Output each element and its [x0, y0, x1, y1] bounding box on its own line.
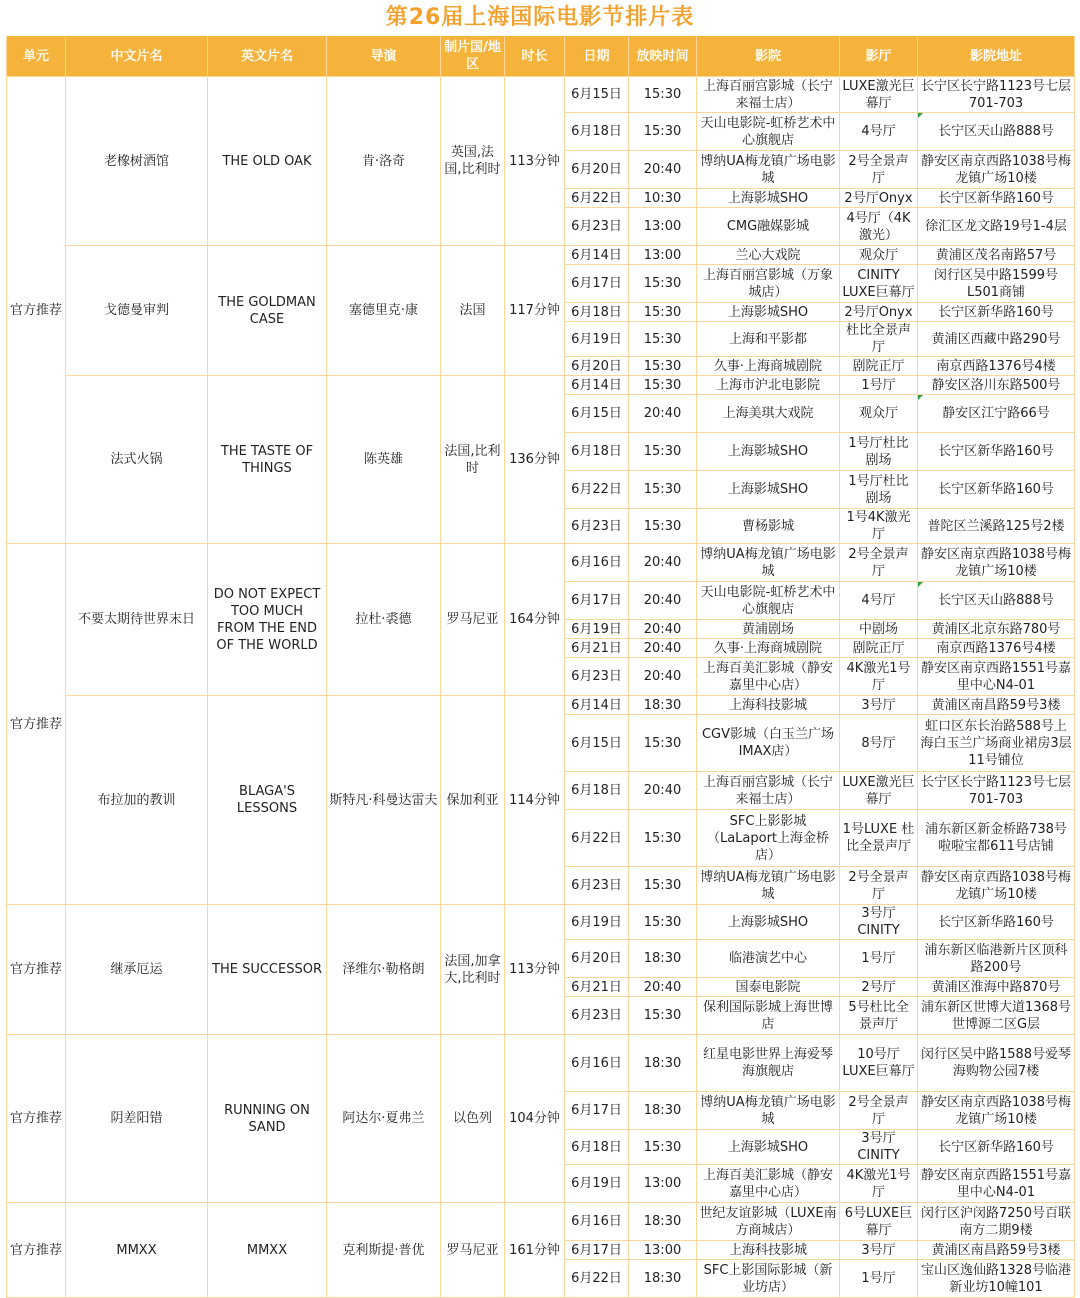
date-cell: 6月22日: [565, 810, 629, 867]
address-cell: [918, 509, 1075, 544]
address-text: 黄浦区茂名南路57号: [935, 247, 1057, 263]
unit-cell: 官方推荐: [7, 905, 66, 1035]
hall-cell: 2号全景声厅: [840, 544, 918, 582]
time-cell: 15:30: [629, 77, 697, 113]
address-cell: [918, 208, 1075, 246]
cinema-cell: 上海影城SHO: [697, 303, 840, 322]
hall-cell: 10号厅LUXE巨幕厅: [840, 1035, 918, 1092]
col-header-country: 制片国/地区: [441, 36, 505, 77]
time-cell: 20:40: [629, 978, 697, 997]
hall-cell: 2号厅: [840, 978, 918, 997]
en-title-cell: BLAGA'S LESSONS: [208, 696, 327, 905]
cinema-cell: 曹杨影城: [697, 509, 840, 544]
cn-title-cell: 法式火锅: [66, 376, 208, 544]
address-cell: [918, 433, 1075, 471]
time-cell: 15:30: [629, 322, 697, 357]
hall-cell: 5号杜比全景声厅: [840, 997, 918, 1035]
date-cell: 6月16日: [565, 544, 629, 582]
address-cell: [918, 772, 1075, 810]
cn-title-cell: MMXX: [66, 1203, 208, 1298]
hall-cell: 1号厅杜比剧场: [840, 433, 918, 471]
date-cell: 6月18日: [565, 433, 629, 471]
hall-cell: 观众厅: [840, 395, 918, 433]
address-text: 长宁区天山路888号: [938, 593, 1054, 608]
col-header-cn-title: 中文片名: [66, 36, 208, 77]
en-title-cell: THE GOLDMAN CASE: [208, 246, 327, 376]
address-cell: [918, 582, 1075, 620]
unit-cell: 官方推荐: [7, 544, 66, 905]
country-cell: 罗马尼亚: [441, 544, 505, 696]
col-header-unit: 单元: [7, 36, 66, 77]
cinema-cell: 上海影城SHO: [697, 905, 840, 940]
date-cell: 6月23日: [565, 997, 629, 1035]
address-cell: [918, 376, 1075, 395]
time-cell: 15:30: [629, 376, 697, 395]
address-text: 静安区南京西路1038号梅龙镇广场10楼: [920, 869, 1072, 902]
en-title-cell: THE OLD OAK: [208, 77, 327, 246]
address-text: 长宁区新华路160号: [938, 304, 1054, 320]
time-cell: 18:30: [629, 940, 697, 978]
director-cell: 陈英雄: [327, 376, 441, 544]
cinema-cell: 上海影城SHO: [697, 471, 840, 509]
country-cell: 保加利亚: [441, 696, 505, 905]
address-text: 浦东新区临港新片区顶科路200号: [924, 942, 1068, 975]
hall-cell: 2号全景声厅: [840, 151, 918, 189]
address-text: 静安区南京西路1038号梅龙镇广场10楼: [920, 153, 1072, 186]
time-cell: 15:30: [629, 471, 697, 509]
address-cell: [918, 1260, 1075, 1298]
address-cell: [918, 322, 1075, 357]
unit-cell: 官方推荐: [7, 77, 66, 544]
hall-cell: 4K激光1号厅: [840, 1165, 918, 1203]
hall-cell: 1号厅: [840, 376, 918, 395]
date-cell: 6月17日: [565, 1241, 629, 1260]
date-cell: 6月18日: [565, 772, 629, 810]
time-cell: 18:30: [629, 1260, 697, 1298]
address-text: 普陀区兰溪路125号2楼: [927, 518, 1065, 534]
time-cell: 20:40: [629, 639, 697, 658]
address-text: 宝山区逸仙路1328号临港新业坊10幢101: [920, 1262, 1072, 1295]
address-cell: [918, 395, 1075, 433]
hall-cell: 4号厅: [840, 113, 918, 151]
address-text: 闵行区吴中路1588号爱琴海购物公园7楼: [920, 1047, 1072, 1079]
cinema-cell: 世纪友谊影城（LUXE南方商城店）: [697, 1203, 840, 1241]
schedule-body: [7, 77, 1075, 1298]
address-cell: [918, 357, 1075, 376]
country-cell: 罗马尼亚: [441, 1203, 505, 1298]
date-cell: 6月17日: [565, 265, 629, 303]
cinema-cell: 临港演艺中心: [697, 940, 840, 978]
hall-cell: 3号厅CINITY: [840, 1130, 918, 1165]
address-cell: [918, 189, 1075, 208]
hall-cell: 中剧场: [840, 620, 918, 639]
address-text: 静安区南京西路1551号嘉里中心N4-01: [920, 1167, 1072, 1200]
cn-title-cell: 布拉加的教训: [66, 696, 208, 905]
time-cell: 20:40: [629, 582, 697, 620]
address-text: 虹口区东长治路588号上海白玉兰广场商业裙房3层11号铺位: [920, 718, 1072, 768]
cn-title-cell: 继承厄运: [66, 905, 208, 1035]
address-text: 黄浦区南昌路59号3楼: [931, 697, 1061, 713]
cinema-cell: 上海市沪北电影院: [697, 376, 840, 395]
duration-cell: 113分钟: [505, 905, 565, 1035]
screening-row: [7, 1035, 1075, 1092]
director-cell: 塞德里克·康: [327, 246, 441, 376]
date-cell: 6月21日: [565, 639, 629, 658]
cinema-cell: 天山电影院-虹桥艺术中心旗舰店: [697, 113, 840, 151]
address-cell: [918, 1165, 1075, 1203]
screening-row: [7, 376, 1075, 395]
director-cell: 阿达尔·夏弗兰: [327, 1035, 441, 1203]
time-cell: 13:00: [629, 1165, 697, 1203]
address-text: 长宁区新华路160号: [938, 914, 1054, 930]
hall-cell: 1号LUXE 杜比全景声厅: [840, 810, 918, 867]
date-cell: 6月15日: [565, 395, 629, 433]
en-title-cell: DO NOT EXPECT TOO MUCH FROM THE END OF THE WORLD: [208, 544, 327, 696]
address-cell: [918, 1241, 1075, 1260]
address-cell: [918, 77, 1075, 113]
date-cell: 6月16日: [565, 1203, 629, 1241]
director-cell: 拉杜·裘德: [327, 544, 441, 696]
cinema-cell: 保利国际影城上海世博店: [697, 997, 840, 1035]
address-cell: [918, 905, 1075, 940]
cn-title-cell: 不要太期待世界末日: [66, 544, 208, 696]
address-text: 静安区洛川东路500号: [931, 377, 1061, 393]
hall-cell: 2号全景声厅: [840, 1092, 918, 1130]
hall-cell: 观众厅: [840, 246, 918, 265]
time-cell: 13:00: [629, 246, 697, 265]
en-title-cell: THE TASTE OF THINGS: [208, 376, 327, 544]
duration-cell: 164分钟: [505, 544, 565, 696]
address-text: 静安区南京西路1551号嘉里中心N4-01: [920, 660, 1072, 693]
address-cell: [918, 1130, 1075, 1165]
address-text: 静安区江宁路66号: [942, 406, 1050, 421]
cinema-cell: 上海百美汇影城（静安嘉里中心店）: [697, 658, 840, 696]
address-cell: [918, 997, 1075, 1035]
address-text: 闵行区沪闵路7250号百联南方二期9楼: [920, 1205, 1072, 1238]
address-text: 黄浦区西藏中路290号: [931, 331, 1061, 347]
cinema-cell: 上海和平影都: [697, 322, 840, 357]
duration-cell: 161分钟: [505, 1203, 565, 1298]
address-text: 静安区南京西路1038号梅龙镇广场10楼: [920, 1094, 1072, 1127]
cinema-cell: 黄浦剧场: [697, 620, 840, 639]
cinema-cell: 博纳UA梅龙镇广场电影城: [697, 1092, 840, 1130]
time-cell: 20:40: [629, 544, 697, 582]
duration-cell: 104分钟: [505, 1035, 565, 1203]
cn-title-cell: 阴差阳错: [66, 1035, 208, 1203]
duration-cell: 113分钟: [505, 77, 565, 246]
hall-cell: 3号厅: [840, 696, 918, 715]
comment-marker-icon: [918, 582, 923, 587]
time-cell: 15:30: [629, 433, 697, 471]
date-cell: 6月15日: [565, 715, 629, 772]
time-cell: 15:30: [629, 715, 697, 772]
hall-cell: 6号LUXE巨幕厅: [840, 1203, 918, 1241]
cinema-cell: 博纳UA梅龙镇广场电影城: [697, 544, 840, 582]
date-cell: 6月20日: [565, 357, 629, 376]
address-text: 静安区南京西路1038号梅龙镇广场10楼: [920, 546, 1072, 579]
cinema-cell: 上海科技影城: [697, 696, 840, 715]
date-cell: 6月22日: [565, 189, 629, 208]
date-cell: 6月22日: [565, 1260, 629, 1298]
time-cell: 20:40: [629, 151, 697, 189]
address-text: 南京西路1376号4楼: [936, 358, 1056, 374]
time-cell: 15:30: [629, 303, 697, 322]
address-cell: [918, 544, 1075, 582]
cn-title-cell: 老橡树酒馆: [66, 77, 208, 246]
date-cell: 6月14日: [565, 376, 629, 395]
date-cell: 6月14日: [565, 696, 629, 715]
hall-cell: 3号厅: [840, 1241, 918, 1260]
date-cell: 6月23日: [565, 509, 629, 544]
date-cell: 6月20日: [565, 151, 629, 189]
hall-cell: 8号厅: [840, 715, 918, 772]
date-cell: 6月17日: [565, 582, 629, 620]
date-cell: 6月14日: [565, 246, 629, 265]
time-cell: 13:00: [629, 1241, 697, 1260]
time-cell: 15:30: [629, 357, 697, 376]
screening-row: [7, 544, 1075, 582]
col-header-director: 导演: [327, 36, 441, 77]
screening-row: [7, 77, 1075, 113]
director-cell: 克利斯提·普优: [327, 1203, 441, 1298]
date-cell: 6月23日: [565, 867, 629, 905]
cinema-cell: 上海科技影城: [697, 1241, 840, 1260]
address-text: 长宁区新华路160号: [938, 190, 1054, 206]
cinema-cell: SFC上影国际影城（新业坊店）: [697, 1260, 840, 1298]
hall-cell: 剧院正厅: [840, 357, 918, 376]
duration-cell: 117分钟: [505, 246, 565, 376]
time-cell: 18:30: [629, 1203, 697, 1241]
cinema-cell: 久事·上海商城剧院: [697, 357, 840, 376]
date-cell: 6月18日: [565, 1130, 629, 1165]
cinema-cell: CMG融媒影城: [697, 208, 840, 246]
address-text: 黄浦区淮海中路870号: [931, 979, 1061, 995]
col-header-time: 放映时间: [629, 36, 697, 77]
time-cell: 20:40: [629, 772, 697, 810]
hall-cell: 1号4K激光厅: [840, 509, 918, 544]
address-cell: [918, 265, 1075, 303]
hall-cell: 4K激光1号厅: [840, 658, 918, 696]
screening-row: [7, 696, 1075, 715]
col-header-en-title: 英文片名: [208, 36, 327, 77]
address-text: 黄浦区北京东路780号: [931, 621, 1061, 637]
address-text: 黄浦区南昌路59号3楼: [931, 1242, 1061, 1258]
date-cell: 6月19日: [565, 905, 629, 940]
address-text: 浦东新区新金桥路738号啦啦宝都611号店铺: [925, 822, 1067, 854]
address-cell: [918, 1092, 1075, 1130]
unit-cell: 官方推荐: [7, 1035, 66, 1203]
address-cell: [918, 940, 1075, 978]
time-cell: 15:30: [629, 113, 697, 151]
address-cell: [918, 810, 1075, 867]
cinema-cell: 上海百美汇影城（静安嘉里中心店）: [697, 1165, 840, 1203]
en-title-cell: RUNNING ON SAND: [208, 1035, 327, 1203]
hall-cell: 杜比全景声厅: [840, 322, 918, 357]
country-cell: 法国: [441, 246, 505, 376]
date-cell: 6月18日: [565, 113, 629, 151]
schedule-table: [6, 36, 1075, 1298]
cinema-cell: 上海百丽宫影城（长宁来福士店）: [697, 772, 840, 810]
hall-cell: 2号厅Onyx: [840, 303, 918, 322]
date-cell: 6月16日: [565, 1035, 629, 1092]
date-cell: 6月23日: [565, 658, 629, 696]
comment-marker-icon: [918, 395, 923, 400]
date-cell: 6月18日: [565, 303, 629, 322]
director-cell: 泽维尔·勒格朗: [327, 905, 441, 1035]
time-cell: 15:30: [629, 509, 697, 544]
address-cell: [918, 151, 1075, 189]
col-header-duration: 时长: [505, 36, 565, 77]
address-text: 南京西路1376号4楼: [936, 640, 1056, 656]
cinema-cell: 兰心大戏院: [697, 246, 840, 265]
hall-cell: 剧院正厅: [840, 639, 918, 658]
hall-cell: 1号厅: [840, 1260, 918, 1298]
address-text: 长宁区新华路160号: [938, 1139, 1054, 1155]
hall-cell: 1号厅杜比剧场: [840, 471, 918, 509]
time-cell: 13:00: [629, 208, 697, 246]
en-title-cell: MMXX: [208, 1203, 327, 1298]
col-header-date: 日期: [565, 36, 629, 77]
cinema-cell: 上海影城SHO: [697, 433, 840, 471]
date-cell: 6月23日: [565, 208, 629, 246]
cinema-cell: 博纳UA梅龙镇广场电影城: [697, 867, 840, 905]
cinema-cell: 上海影城SHO: [697, 1130, 840, 1165]
time-cell: 15:30: [629, 265, 697, 303]
time-cell: 18:30: [629, 1092, 697, 1130]
time-cell: 20:40: [629, 658, 697, 696]
cinema-cell: CGV影城（白玉兰广场IMAX店）: [697, 715, 840, 772]
address-cell: [918, 867, 1075, 905]
page-title: 第26届上海国际电影节排片表: [385, 5, 695, 30]
date-cell: 6月19日: [565, 322, 629, 357]
address-cell: [918, 696, 1075, 715]
hall-cell: CINITY LUXE巨幕厅: [840, 265, 918, 303]
address-cell: [918, 1035, 1075, 1092]
cinema-cell: 上海百丽宫影城（长宁来福士店）: [697, 77, 840, 113]
screening-row: [7, 1203, 1075, 1241]
time-cell: 15:30: [629, 997, 697, 1035]
address-text: 长宁区长宁路1123号七层701-703: [920, 78, 1072, 111]
country-cell: 法国,比利时: [441, 376, 505, 544]
hall-cell: LUXE激光巨幕厅: [840, 772, 918, 810]
address-text: 长宁区天山路888号: [938, 124, 1054, 139]
date-cell: 6月17日: [565, 1092, 629, 1130]
time-cell: 15:30: [629, 810, 697, 867]
time-cell: 10:30: [629, 189, 697, 208]
address-text: 长宁区新华路160号: [938, 482, 1054, 497]
en-title-cell: THE SUCCESSOR: [208, 905, 327, 1035]
col-header-cinema: 影院: [697, 36, 840, 77]
cn-title-cell: 戈德曼审判: [66, 246, 208, 376]
time-cell: 15:30: [629, 905, 697, 940]
header-row: [7, 36, 1075, 77]
country-cell: 以色列: [441, 1035, 505, 1203]
time-cell: 18:30: [629, 1035, 697, 1092]
address-cell: [918, 303, 1075, 322]
date-cell: 6月20日: [565, 940, 629, 978]
hall-cell: LUXE激光巨幕厅: [840, 77, 918, 113]
address-cell: [918, 471, 1075, 509]
time-cell: 20:40: [629, 395, 697, 433]
time-cell: 15:30: [629, 867, 697, 905]
screening-row: [7, 905, 1075, 940]
country-cell: 法国,加拿大,比利时: [441, 905, 505, 1035]
duration-cell: 114分钟: [505, 696, 565, 905]
director-cell: 肯·洛奇: [327, 77, 441, 246]
address-cell: [918, 620, 1075, 639]
hall-cell: 4号厅（4K激光）: [840, 208, 918, 246]
address-cell: [918, 978, 1075, 997]
address-cell: [918, 639, 1075, 658]
address-cell: [918, 715, 1075, 772]
hall-cell: 1号厅: [840, 940, 918, 978]
time-cell: 18:30: [629, 696, 697, 715]
date-cell: 6月19日: [565, 1165, 629, 1203]
address-text: 徐汇区龙文路19号1-4层: [925, 219, 1067, 234]
cinema-cell: 上海影城SHO: [697, 189, 840, 208]
address-text: 浦东新区世博大道1368号世博源二区G层: [920, 999, 1072, 1032]
cinema-cell: 红星电影世界上海爱琴海旗舰店: [697, 1035, 840, 1092]
address-text: 长宁区长宁路1123号七层701-703: [920, 774, 1072, 807]
hall-cell: 2号全景声厅: [840, 867, 918, 905]
cinema-cell: SFC上影影城（LaLaport上海金桥店）: [697, 810, 840, 867]
time-cell: 20:40: [629, 620, 697, 639]
address-cell: [918, 113, 1075, 151]
cinema-cell: 上海百丽宫影城（万象城店）: [697, 265, 840, 303]
col-header-hall: 影厅: [840, 36, 918, 77]
director-cell: 斯特凡·科曼达雷夫: [327, 696, 441, 905]
time-cell: 15:30: [629, 1130, 697, 1165]
hall-cell: 2号厅Onyx: [840, 189, 918, 208]
cinema-cell: 天山电影院-虹桥艺术中心旗舰店: [697, 582, 840, 620]
date-cell: 6月19日: [565, 620, 629, 639]
date-cell: 6月21日: [565, 978, 629, 997]
hall-cell: 3号厅CINITY: [840, 905, 918, 940]
col-header-address: 影院地址: [918, 36, 1075, 77]
cinema-cell: 博纳UA梅龙镇广场电影城: [697, 151, 840, 189]
date-cell: 6月22日: [565, 471, 629, 509]
hall-cell: 4号厅: [840, 582, 918, 620]
address-text: 长宁区新华路160号: [938, 444, 1054, 459]
address-text: 闵行区吴中路1599号L501商铺: [933, 267, 1059, 300]
comment-marker-icon: [918, 113, 923, 118]
duration-cell: 136分钟: [505, 376, 565, 544]
cinema-cell: 上海美琪大戏院: [697, 395, 840, 433]
country-cell: 英国,法国,比利时: [441, 77, 505, 246]
cinema-cell: 国泰电影院: [697, 978, 840, 997]
address-cell: [918, 1203, 1075, 1241]
unit-cell: 官方推荐: [7, 1203, 66, 1298]
address-cell: [918, 246, 1075, 265]
address-cell: [918, 658, 1075, 696]
cinema-cell: 久事·上海商城剧院: [697, 639, 840, 658]
date-cell: 6月15日: [565, 77, 629, 113]
screening-row: [7, 246, 1075, 265]
